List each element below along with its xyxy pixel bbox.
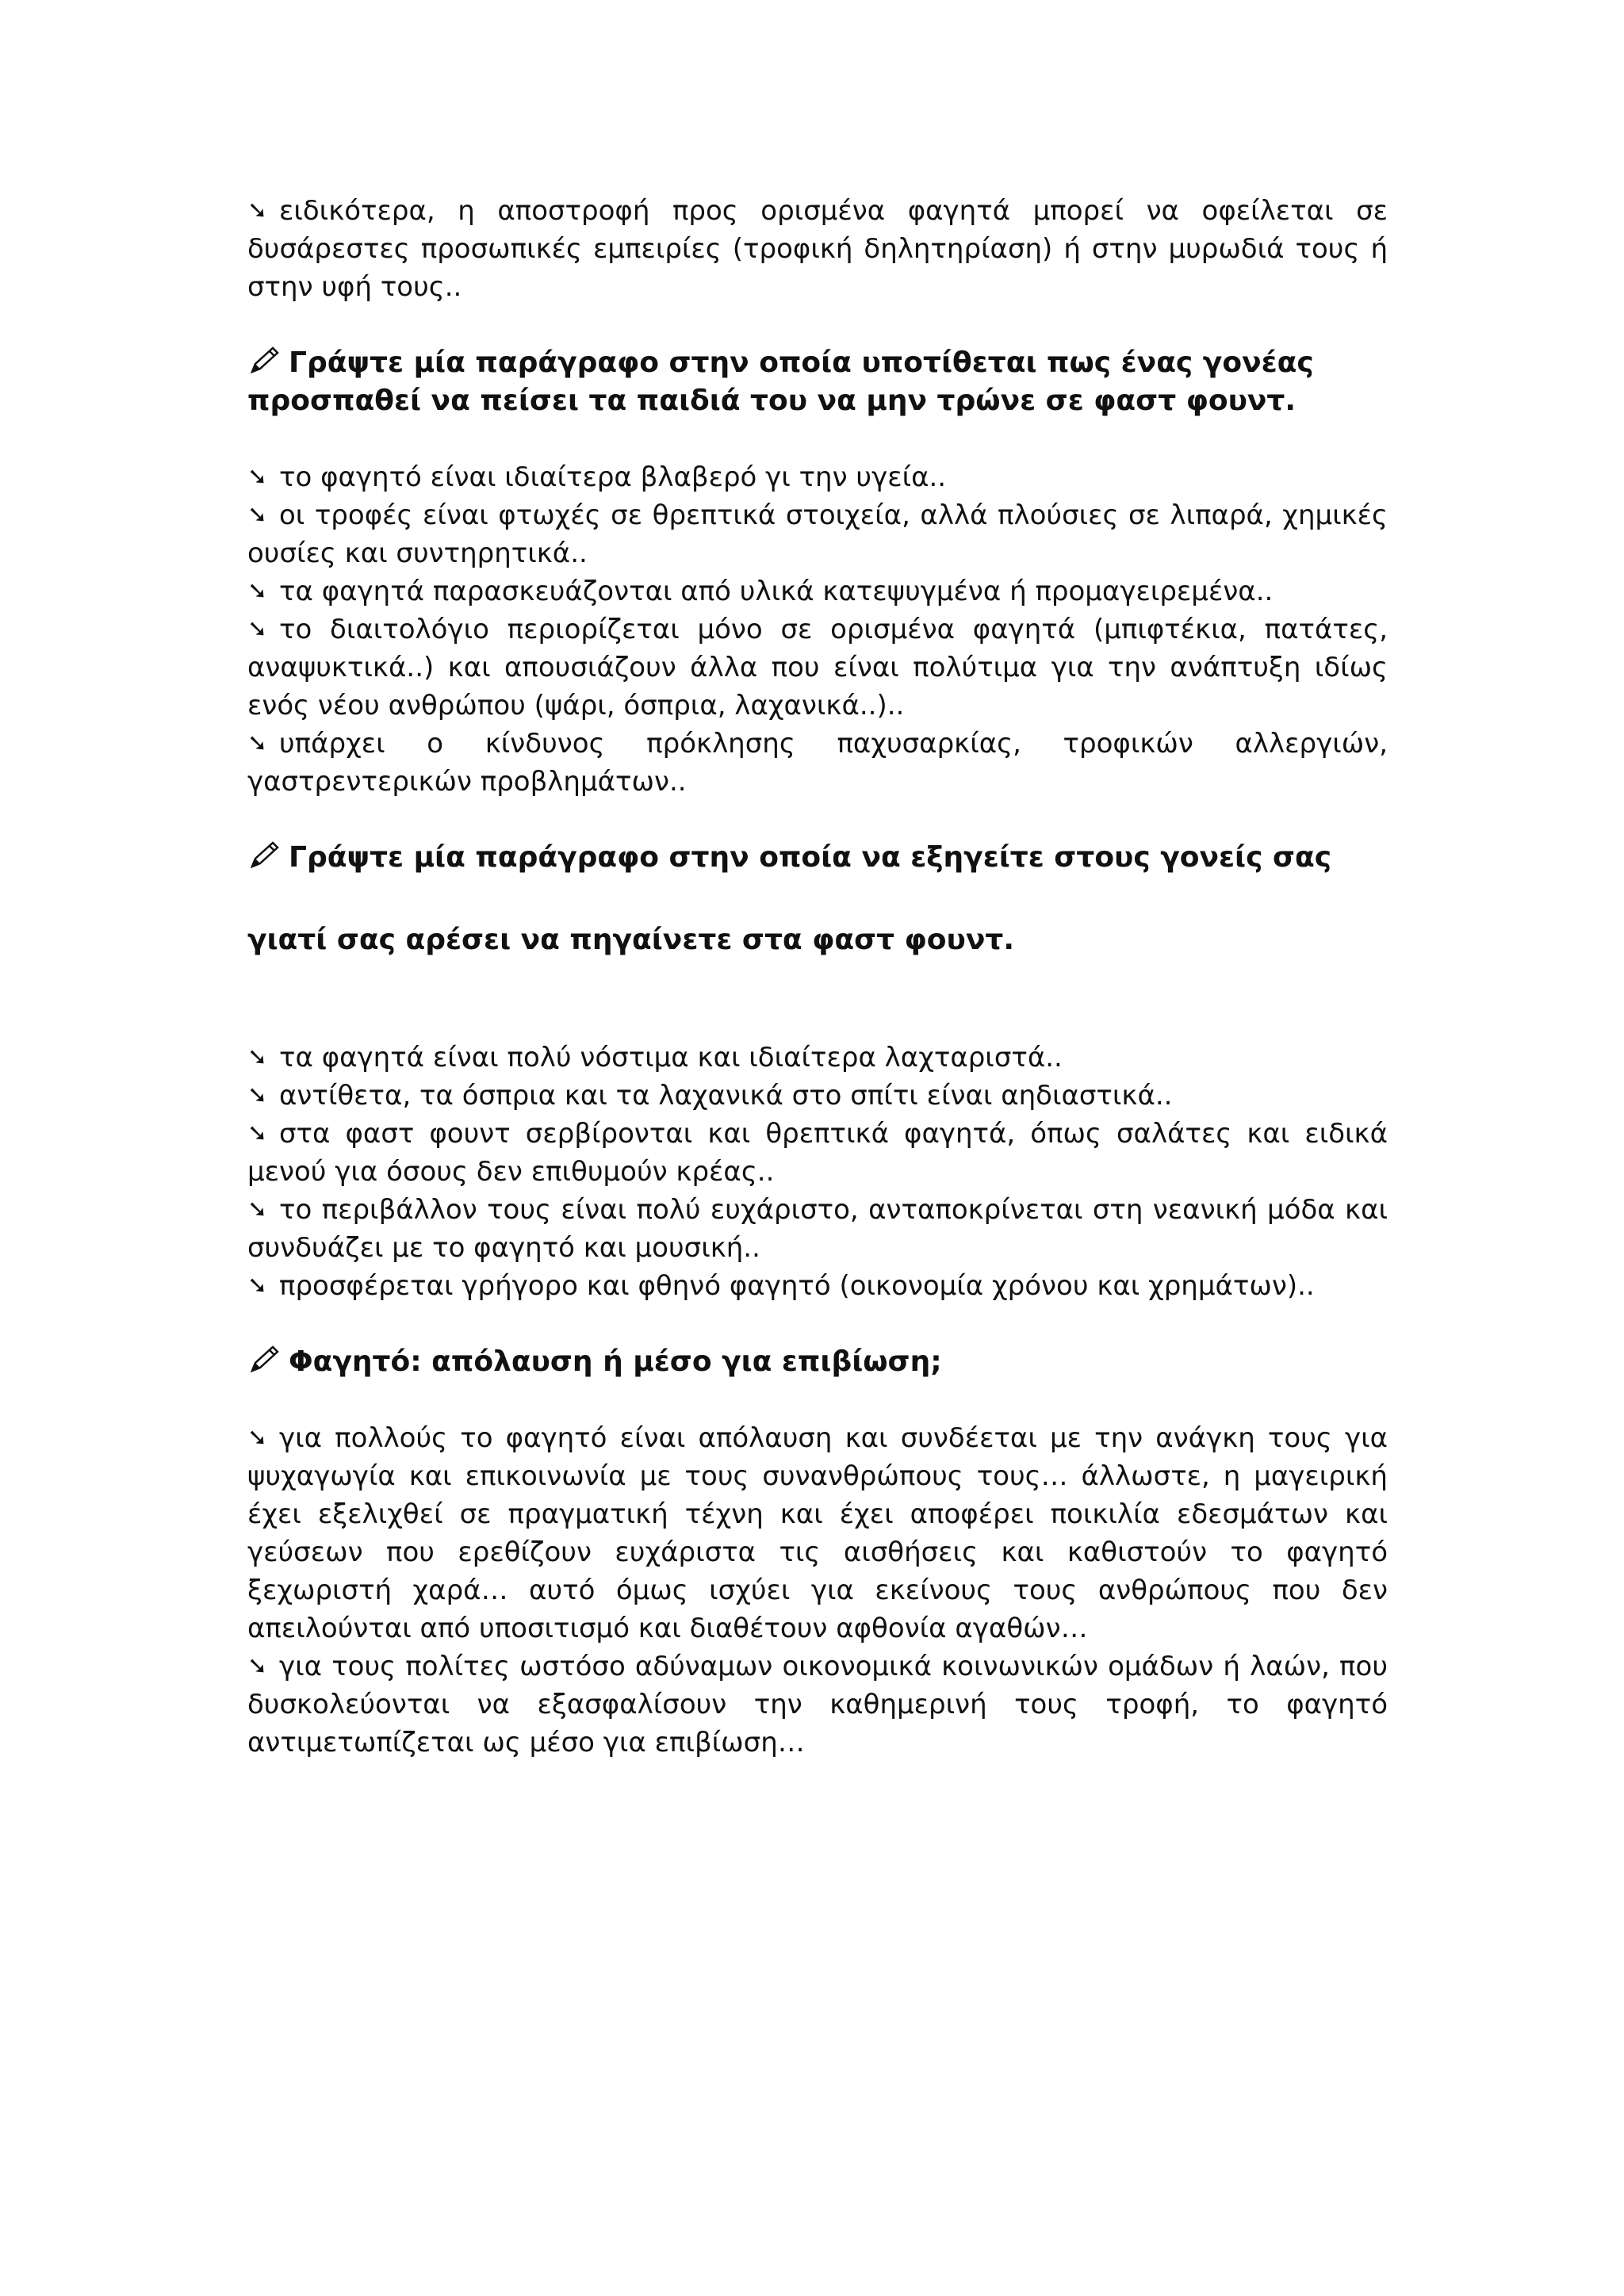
section1-item: ➘ οι τροφές είναι φτωχές σε θρεπτικά στοιχεία, αλλά πλούσιες σε λιπαρά, χημικές ουσίες και συντηρητικά.. xyxy=(247,496,1388,572)
section1-item: ➘ υπάρχει ο κίνδυνος πρόκλησης παχυσαρκίας, τροφικών αλλεργιών, γαστρεντερικών προβλημάτων.. xyxy=(247,725,1388,801)
intro-item: ➘ ειδικότερα, η αποστροφή προς ορισμένα φαγητά μπορεί να οφείλεται σε δυσάρεστες προσωπικές εμπειρίες (τροφική δηλητηρίαση) ή στην μυρωδιά τους ή στην υφή τους.. xyxy=(247,192,1388,306)
arrow-bullet-icon: ➘ xyxy=(247,1652,268,1680)
arrow-bullet-icon: ➘ xyxy=(247,1424,268,1452)
pencil-icon xyxy=(247,346,281,375)
section1-item: ➘ τα φαγητά παρασκευάζονται από υλικά κατεψυγμένα ή προμαγειρεμένα.. xyxy=(247,572,1388,610)
section2-item: ➘ το περιβάλλον τους είναι πολύ ευχάριστο, ανταποκρίνεται στη νεανική μόδα και συνδυάζει με το φαγητό και μουσική.. xyxy=(247,1191,1388,1267)
arrow-bullet-icon: ➘ xyxy=(247,729,268,757)
arrow-bullet-icon: ➘ xyxy=(247,501,268,529)
arrow-bullet-icon: ➘ xyxy=(247,1272,268,1299)
section3-item: ➘ για τους πολίτες ωστόσο αδύναμων οικονομικά κοινωνικών ομάδων ή λαών, που δυσκολεύονται να εξασφαλίσουν την καθημερινή τους τροφή, το φαγητό αντιμετωπίζεται ως μέσο για επιβίωση… xyxy=(247,1647,1388,1762)
pencil-icon xyxy=(247,1345,281,1374)
arrow-bullet-icon: ➘ xyxy=(247,197,268,224)
section2-item: ➘ στα φαστ φουντ σερβίρονται και θρεπτικά φαγητά, όπως σαλάτες και ειδικά μενού για όσους δεν επιθυμούν κρέας.. xyxy=(247,1115,1388,1191)
section2-heading-line1: Γράψτε μία παράγραφο στην οποία να εξηγείτε στους γονείς σας xyxy=(247,839,1388,877)
section2-item: ➘ τα φαγητά είναι πολύ νόστιμα και ιδιαίτερα λαχταριστά.. xyxy=(247,1039,1388,1077)
arrow-bullet-icon: ➘ xyxy=(247,1119,268,1147)
section2-heading-line2: γιατί σας αρέσει να πηγαίνετε στα φαστ φουντ. xyxy=(247,924,1015,956)
pencil-icon xyxy=(247,841,281,870)
arrow-bullet-icon: ➘ xyxy=(247,1081,268,1109)
section1-heading: Γράψτε μία παράγραφο στην οποία υποτίθεται πως ένας γονέας προσπαθεί να πείσει τα παιδιά του να μην τρώνε σε φαστ φουντ. xyxy=(247,346,1314,417)
section3-item: ➘ για πολλούς το φαγητό είναι απόλαυση και συνδέεται με την ανάγκη τους για ψυχαγωγία και επικοινωνία με τους συνανθρώπους τους… άλλωστε, η μαγειρική έχει εξελιχθεί σε πραγματική τέχνη και έχει αποφέρει ποικιλία εδεσμάτων και γεύσεων που ερεθίζουν ευχάριστα τις αισθήσεις και καθιστούν το φαγητό ξεχωριστή χαρά… αυτό όμως ισχύει για εκείνους τους ανθρώπους που δεν απειλούνται από υποσιτισμό και διαθέτουν αφθονία αγαθών… xyxy=(247,1419,1388,1647)
arrow-bullet-icon: ➘ xyxy=(247,1043,268,1071)
section1-item: ➘ το φαγητό είναι ιδιαίτερα βλαβερό γι την υγεία.. xyxy=(247,458,1388,496)
document-page xyxy=(247,192,1388,1762)
arrow-bullet-icon: ➘ xyxy=(247,577,268,605)
arrow-bullet-icon: ➘ xyxy=(247,463,268,491)
section2-item: ➘ αντίθετα, τα όσπρια και τα λαχανικά στο σπίτι είναι αηδιαστικά.. xyxy=(247,1077,1388,1115)
section1-item: ➘ το διαιτολόγιο περιορίζεται μόνο σε ορισμένα φαγητά (μπιφτέκια, πατάτες, αναψυκτικά..) και απουσιάζουν άλλα που είναι πολύτιμα για την ανάπτυξη ιδίως ενός νέου ανθρώπου (ψάρι, όσπρια, λαχανικά..).. xyxy=(247,610,1388,725)
arrow-bullet-icon: ➘ xyxy=(247,615,268,643)
section2-item: ➘ προσφέρεται γρήγορο και φθηνό φαγητό (οικονομία χρόνου και χρημάτων).. xyxy=(247,1267,1388,1305)
arrow-bullet-icon: ➘ xyxy=(247,1196,268,1223)
section3-heading: Φαγητό: απόλαυση ή μέσο για επιβίωση; xyxy=(247,1343,1388,1381)
